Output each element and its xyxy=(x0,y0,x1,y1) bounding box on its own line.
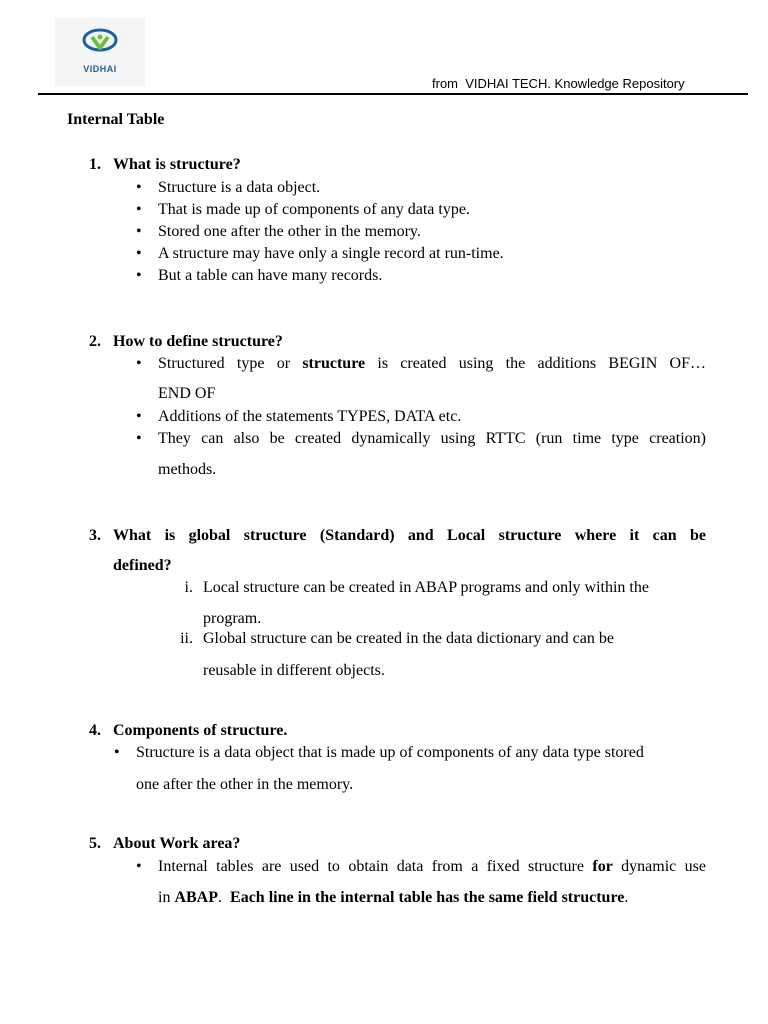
section-2-bullet-1-continuation: END OF xyxy=(158,385,216,402)
section-5-number: 5. xyxy=(89,835,101,852)
section-1-bullet: • That is made up of components of any data type. xyxy=(158,201,470,219)
section-4-bullet-continuation: one after the other in the memory. xyxy=(136,776,354,793)
roman-item-text: Local structure can be created in ABAP programs and only within the xyxy=(203,579,649,596)
roman-item-text: Global structure can be created in the data dictionary and can be xyxy=(203,630,614,647)
section-3-question-continuation: defined? xyxy=(113,557,172,574)
section-5-question: About Work area? xyxy=(113,835,241,852)
roman-numeral: i. xyxy=(184,579,193,596)
header-divider xyxy=(38,93,748,95)
header-source-text: from VIDHAI TECH. Knowledge Repository xyxy=(432,76,685,91)
section-1-bullet: • Stored one after the other in the memory. xyxy=(158,223,421,241)
document-title: Internal Table xyxy=(67,111,165,128)
section-4-number: 4. xyxy=(89,722,101,739)
vidhai-logo-icon xyxy=(77,28,123,62)
section-2-bullet-3-continuation: methods. xyxy=(158,461,217,478)
section-3-number: 3. xyxy=(89,527,101,544)
roman-numeral: ii. xyxy=(180,630,193,647)
section-2-question: How to define structure? xyxy=(113,333,283,350)
section-1-number: 1. xyxy=(89,156,101,173)
section-3-question: What is global structure (Standard) and Local structure where it can be xyxy=(113,527,706,544)
section-4-bullet: • Structure is a data object that is made up of components of any data type stored xyxy=(136,744,644,762)
section-2-number: 2. xyxy=(89,333,101,350)
section-1-bullet: • A structure may have only a single record at run-time. xyxy=(158,245,504,263)
section-4-question: Components of structure. xyxy=(113,722,288,739)
section-2-bullet-3: • They can also be created dynamically using RTTC (run time type creation) xyxy=(158,430,706,448)
section-1-question: What is structure? xyxy=(113,156,241,173)
logo-text: VIDHAI xyxy=(83,64,117,74)
section-1-bullet: • But a table can have many records. xyxy=(158,267,382,285)
roman-item-continuation: program. xyxy=(203,610,262,627)
section-2-bullet-2: • Additions of the statements TYPES, DATA etc. xyxy=(158,408,461,426)
roman-item-continuation: reusable in different objects. xyxy=(203,662,385,679)
section-5-bullet: • Internal tables are used to obtain data from a fixed structure for dynamic use xyxy=(158,858,706,876)
vidhai-logo xyxy=(55,18,145,86)
section-5-bullet-continuation: in ABAP. Each line in the internal table has the same field structure. xyxy=(158,889,629,906)
section-2-bullet-1: • Structured type or structure is created using the additions BEGIN OF… xyxy=(158,355,706,373)
section-1-bullet: • Structure is a data object. xyxy=(158,179,320,197)
